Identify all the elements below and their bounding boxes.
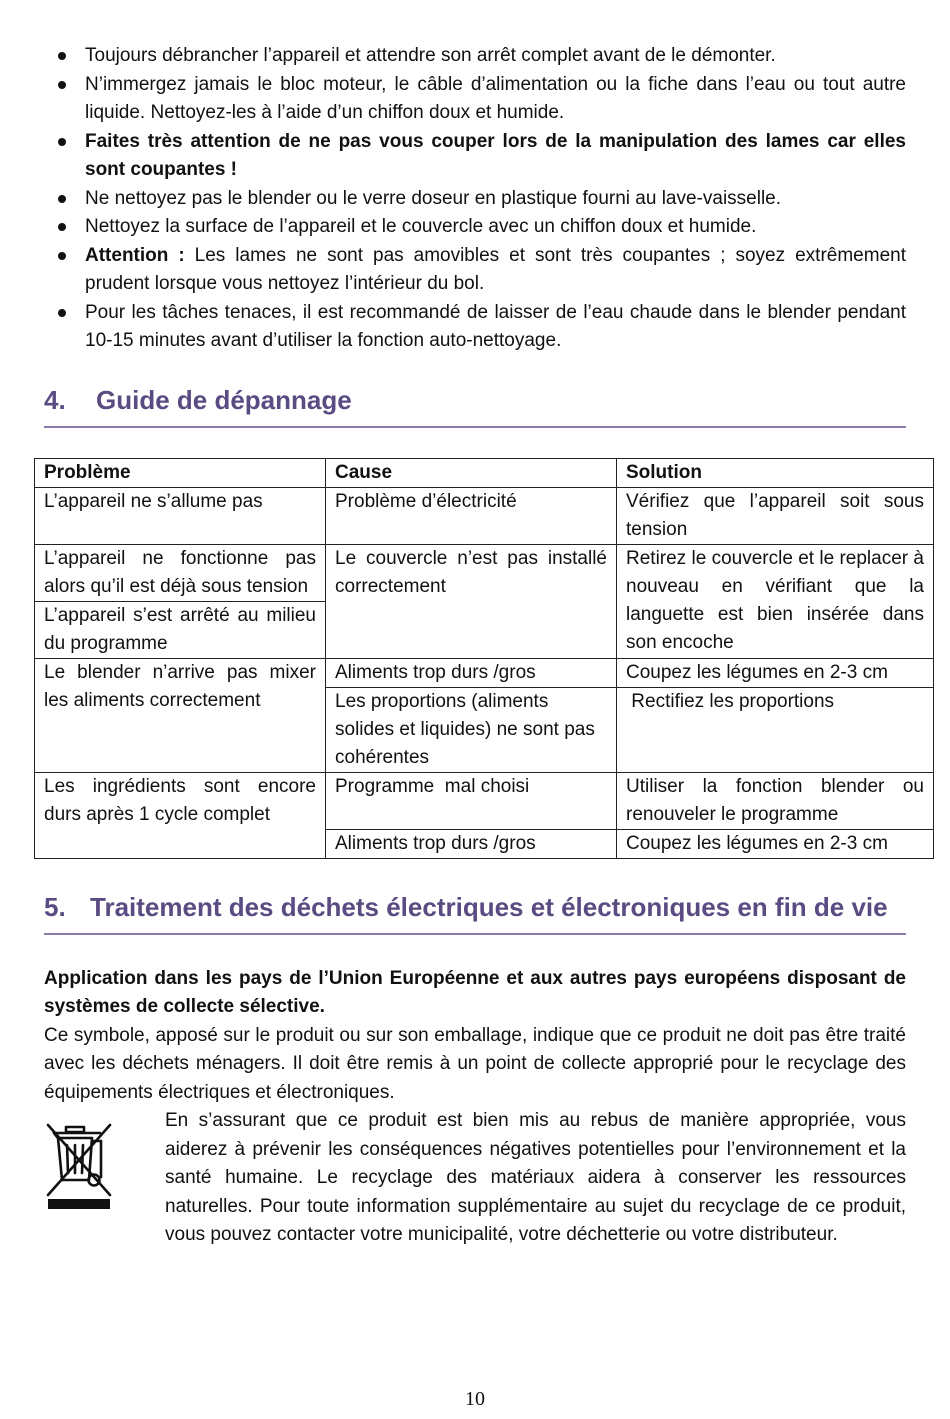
bullet-icon	[58, 52, 66, 60]
solution-cell: Retirez le couvercle et le replacer à nouveau en vérifiant que la languette est bien insérée dans son encoche	[617, 544, 934, 658]
list-item: Toujours débrancher l’appareil et attendre son arrêt complet avant de le démonter.	[44, 42, 906, 71]
section-5-heading	[44, 889, 906, 935]
bullet-icon	[58, 81, 66, 89]
cleaning-instructions-list	[44, 42, 906, 356]
list-item: Attention : Les lames ne sont pas amovibles et sont très coupantes ; soyez extrêmement prudent lorsque vous nettoyez l’intérieur du bol.	[44, 242, 906, 299]
bullet-icon	[58, 195, 66, 203]
section-title: Guide de dépannage	[96, 384, 352, 415]
column-header-problem: Problème	[35, 458, 326, 487]
table-row	[35, 544, 934, 601]
table-row	[35, 487, 934, 544]
list-item: N’immergez jamais le bloc moteur, le câble d’alimentation ou la fiche dans l’eau ou tout autre liquide. Nettoyez-les à l’aide d’un chiffon doux et humide.	[44, 71, 906, 128]
list-item: Nettoyez la surface de l’appareil et le couvercle avec un chiffon doux et humide.	[44, 213, 906, 242]
cause-cell: Aliments trop durs /gros	[326, 658, 617, 687]
column-header-solution: Solution	[617, 458, 934, 487]
problem-cell: L’appareil ne s’allume pas	[35, 487, 326, 544]
weee-notice	[44, 1107, 906, 1250]
problem-cell: Le blender n’arrive pas mixer les aliments correctement	[35, 658, 326, 772]
section-title: Traitement des déchets électriques et électroniques en fin de vie	[90, 891, 888, 922]
page-number: 10	[465, 1388, 485, 1410]
table-row	[35, 772, 934, 829]
solution-cell: Rectifiez les proportions	[617, 687, 934, 772]
section-number: 4.	[44, 384, 66, 415]
solution-cell: Utiliser la fonction blender ou renouveler le programme	[617, 772, 934, 829]
section-number: 5.	[44, 891, 66, 922]
bullet-icon	[58, 252, 66, 260]
cause-cell: Aliments trop durs /gros	[326, 829, 617, 858]
weee-paragraph: Ce symbole, apposé sur le produit ou sur son emballage, indique que ce produit ne doit pas être traité avec les déchets ménagers. Il doit être remis à un point de collecte approprié pour le recyclage des équipements électriques et électroniques.	[44, 1024, 906, 1103]
problem-cell: L’appareil ne fonctionne pas alors qu’il est déjà sous tension	[35, 544, 326, 601]
bullet-icon	[58, 309, 66, 317]
warning-label: Attention :	[85, 244, 185, 266]
cause-cell: Problème d’électricité	[326, 487, 617, 544]
solution-cell: Coupez les légumes en 2-3 cm	[617, 829, 934, 858]
weee-paragraph: En s’assurant que ce produit est bien mis au rebus de manière appropriée, vous aiderez à prévenir les conséquences négatives potentielles pour l’environnement et la santé humaine. Le recyclage des matériaux aidera à conserver les ressources naturelles. Pour toute information supplémentaire au sujet du recyclage de ce produit, vous pouvez contacter votre municipalité, votre déchetterie ou votre distributeur.	[165, 1110, 906, 1245]
cause-cell: Les proportions (aliments solides et liquides) ne sont pas cohérentes	[326, 687, 617, 772]
problem-cell: L’appareil s’est arrêté au milieu du programme	[35, 601, 326, 658]
troubleshooting-table	[34, 458, 934, 859]
column-header-cause: Cause	[326, 458, 617, 487]
table-header-row	[35, 458, 934, 487]
weee-subtitle: Application dans les pays de l’Union Européenne et aux autres pays européens disposant de systèmes de collecte sélective.	[44, 967, 906, 1017]
list-item: Faites très attention de ne pas vous couper lors de la manipulation des lames car elles sont coupantes !	[44, 128, 906, 185]
cause-cell: Programme mal choisi	[326, 772, 617, 829]
list-item: Ne nettoyez pas le blender ou le verre doseur en plastique fourni au lave-vaisselle.	[44, 185, 906, 214]
list-item: Pour les tâches tenaces, il est recommandé de laisser de l’eau chaude dans le blender pendant 10-15 minutes avant d’utiliser la fonction auto-nettoyage.	[44, 299, 906, 356]
solution-cell: Vérifiez que l’appareil soit sous tension	[617, 487, 934, 544]
problem-cell: Les ingrédients sont encore durs après 1 cycle complet	[35, 772, 326, 858]
manual-page	[44, 42, 924, 1250]
crossed-out-wheelie-bin-icon	[44, 1107, 165, 1250]
section-4-heading	[44, 382, 906, 428]
cause-cell: Le couvercle n’est pas installé correctement	[326, 544, 617, 658]
table-row	[35, 658, 934, 687]
bullet-icon	[58, 138, 66, 146]
solution-cell: Coupez les légumes en 2-3 cm	[617, 658, 934, 687]
bullet-icon	[58, 223, 66, 231]
